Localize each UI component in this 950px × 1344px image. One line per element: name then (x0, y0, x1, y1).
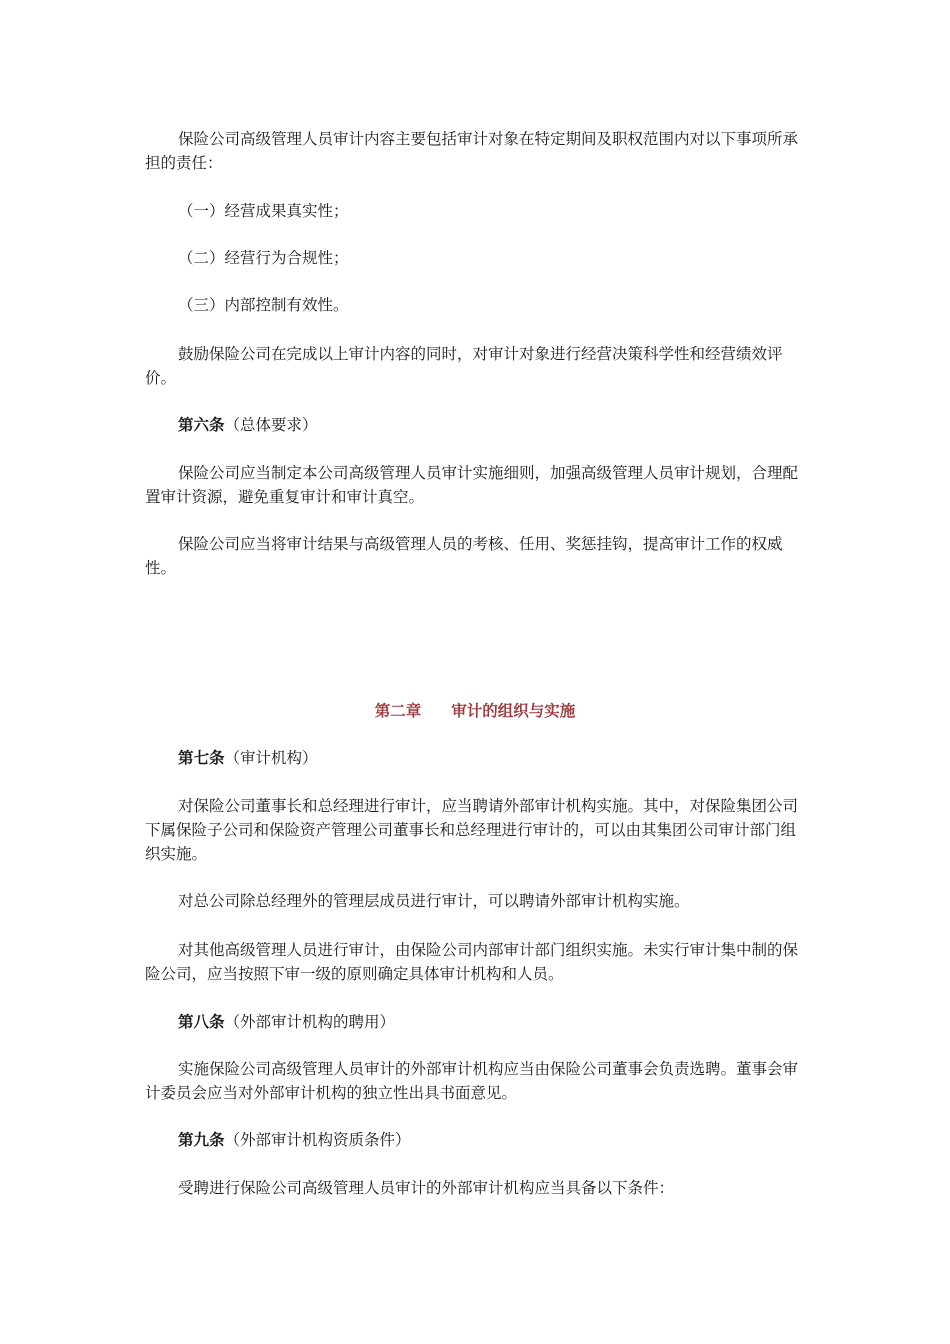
body-paragraph: 实施保险公司高级管理人员审计的外部审计机构应当由保险公司董事会负责选聘。董事会审计委员会应当对外部审计机构的独立性出具书面意见。 (145, 1060, 799, 1102)
article-heading (178, 1010, 778, 1034)
article-number: 第八条 (178, 1012, 225, 1031)
article-number: 第六条 (178, 415, 225, 434)
list-item: （二）经营行为合规性； (178, 249, 349, 267)
list-item: （一）经营成果真实性； (178, 202, 349, 220)
body-paragraph: 保险公司应当将审计结果与高级管理人员的考核、任用、奖惩挂钩，提高审计工作的权威性。 (145, 535, 783, 577)
article-heading (178, 413, 778, 437)
body-paragraph: 对其他高级管理人员进行审计，由保险公司内部审计部门组织实施。未实行审计集中制的保险公司，应当按照下审一级的原则确定具体审计机构和人员。 (145, 941, 799, 983)
article-heading (178, 1128, 778, 1152)
article-subtitle: （审计机构） (224, 749, 318, 767)
body-paragraph: 对保险公司董事长和总经理进行审计，应当聘请外部审计机构实施。其中，对保险集团公司下属保险子公司和保险资产管理公司董事长和总经理进行审计的，可以由其集团公司审计部门组织实施。 (145, 797, 799, 863)
body-paragraph: 鼓励保险公司在完成以上审计内容的同时，对审计对象进行经营决策科学性和经营绩效评价。 (145, 345, 783, 387)
article-number: 第九条 (178, 1130, 225, 1149)
body-paragraph: 保险公司应当制定本公司高级管理人员审计实施细则，加强高级管理人员审计规划，合理配置审计资源，避免重复审计和审计真空。 (145, 464, 799, 506)
body-paragraph: 保险公司高级管理人员审计内容主要包括审计对象在特定期间及职权范围内对以下事项所承担的责任： (145, 130, 799, 172)
article-subtitle: （外部审计机构的聘用） (224, 1013, 396, 1031)
article-subtitle: （总体要求） (224, 416, 318, 434)
article-number: 第七条 (178, 748, 225, 767)
article-heading (178, 746, 778, 770)
body-paragraph: 对总公司除总经理外的管理层成员进行审计，可以聘请外部审计机构实施。 (178, 892, 690, 910)
body-paragraph: 受聘进行保险公司高级管理人员审计的外部审计机构应当具备以下条件： (178, 1179, 675, 1197)
article-subtitle: （外部审计机构资质条件） (224, 1131, 411, 1149)
list-item: （三）内部控制有效性。 (178, 296, 349, 314)
chapter-number: 第二章 (374, 701, 422, 720)
chapter-title: 审计的组织与实施 (451, 701, 576, 720)
chapter-heading (0, 699, 950, 723)
